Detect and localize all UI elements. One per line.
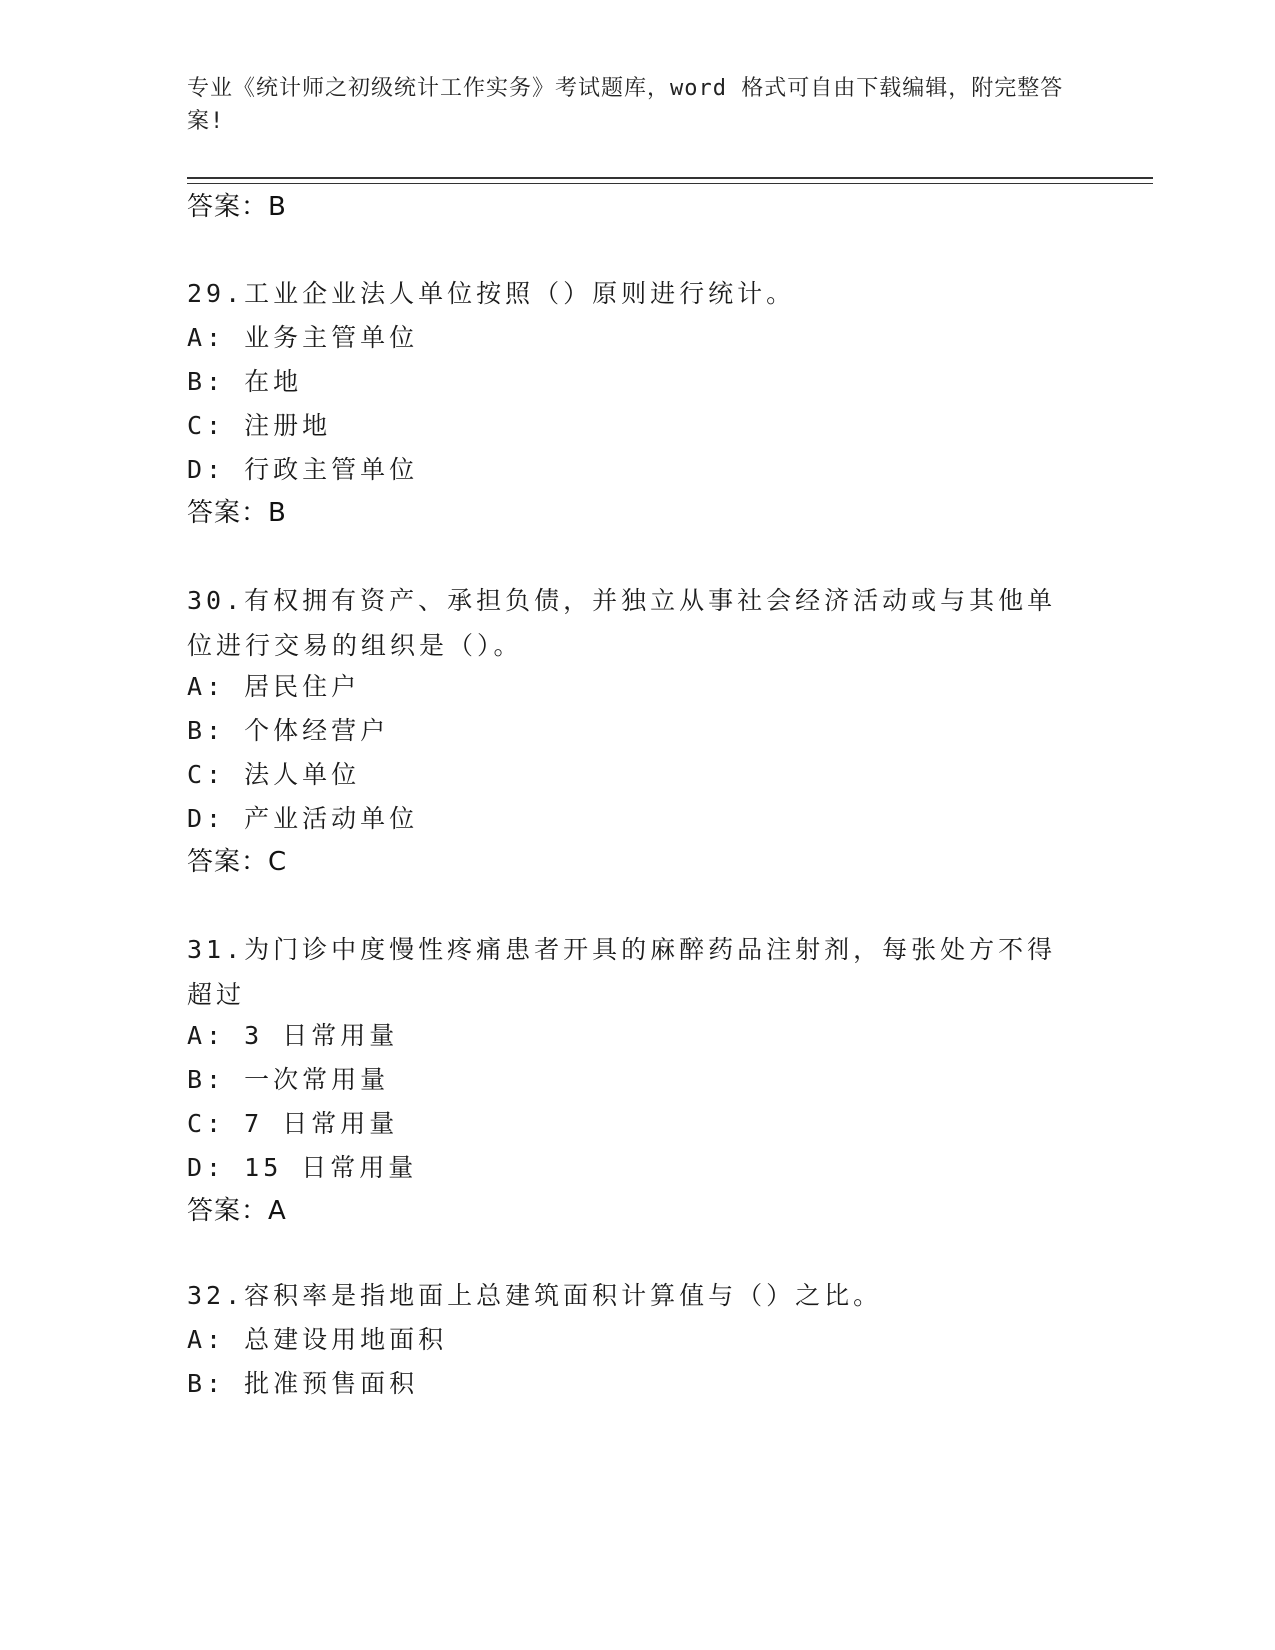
answer-q30: 答案：C xyxy=(187,847,288,877)
question-32-stem: 32.容积率是指地面上总建筑面积计算值与（）之比。 xyxy=(187,1281,883,1310)
question-29-option-c: C: 注册地 xyxy=(187,411,332,440)
answer-q29: 答案：B xyxy=(187,498,287,528)
question-29-option-b: B: 在地 xyxy=(187,367,303,396)
question-30-stem: 30.有权拥有资产、承担负债，并独立从事社会经济活动或与其他单位进行交易的组织是（）。 xyxy=(187,586,1057,660)
header-divider-thick xyxy=(187,177,1153,179)
question-29-option-a: A: 业务主管单位 xyxy=(187,323,419,352)
question-29-option-d: D: 行政主管单位 xyxy=(187,455,419,484)
question-31-option-b: B: 一次常用量 xyxy=(187,1065,390,1094)
answer-q31: 答案：A xyxy=(187,1196,287,1226)
question-32-option-a: A: 总建设用地面积 xyxy=(187,1325,448,1354)
question-30-option-c: C: 法人单位 xyxy=(187,760,361,789)
answer-q28: 答案：B xyxy=(187,192,287,222)
question-32-option-b: B: 批准预售面积 xyxy=(187,1369,419,1398)
question-31-option-d: D: 15 日常用量 xyxy=(187,1153,418,1182)
question-30-option-b: B: 个体经营户 xyxy=(187,716,390,745)
header-divider-thin xyxy=(187,183,1153,184)
question-30-option-a: A: 居民住户 xyxy=(187,672,361,701)
question-31-option-a: A: 3 日常用量 xyxy=(187,1021,399,1050)
question-31-option-c: C: 7 日常用量 xyxy=(187,1109,399,1138)
question-30-option-d: D: 产业活动单位 xyxy=(187,804,419,833)
question-29-stem: 29.工业企业法人单位按照（）原则进行统计。 xyxy=(187,279,796,308)
document-header: 专业《统计师之初级统计工作实务》考试题库，word 格式可自由下载编辑，附完整答案! xyxy=(187,76,1064,134)
question-31-stem: 31.为门诊中度慢性疼痛患者开具的麻醉药品注射剂，每张处方不得超过 xyxy=(187,935,1057,1009)
